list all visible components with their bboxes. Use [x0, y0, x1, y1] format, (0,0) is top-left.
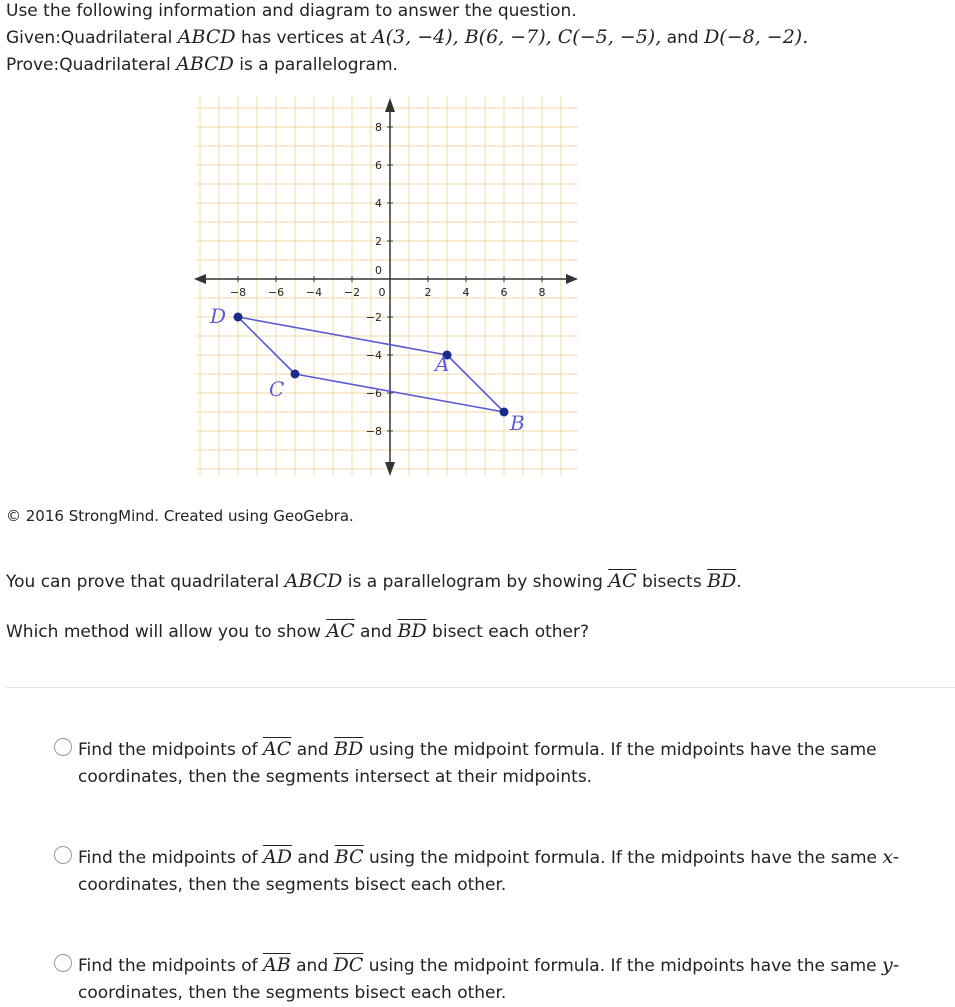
coordinate-graph — [190, 92, 580, 482]
point-label-C: C — [269, 377, 285, 401]
instruction-text: Use the following information and diagram to answer the question. — [6, 1, 577, 21]
radio-button[interactable] — [54, 846, 72, 864]
y-tick-label: 2 — [375, 235, 382, 248]
y-axis-arrow-up — [385, 98, 395, 112]
x-axis-arrow-right — [566, 274, 578, 284]
intro-text: You can prove that quadrilateral ABCD is a parallelogram by showing $\overline{AC}$ bisects $\overline{BD}$. — [6, 570, 742, 592]
y-tick-label: −8 — [365, 425, 382, 438]
copyright-notice: © 2016 StrongMind. Created using GeoGebra. — [6, 507, 354, 525]
x-tick-label: −2 — [343, 286, 361, 299]
option-text: Find the midpoints of $\overline{AB}$ and $\overline{DC}$ using the midpoint formula. If the midpoints have the same y- coordinates, then the segments bisect each other. — [78, 954, 900, 1003]
y-tick-label: 6 — [375, 159, 382, 172]
divider — [6, 687, 955, 688]
x-tick-label: 8 — [538, 286, 546, 299]
answer-option-3[interactable] — [54, 952, 934, 1007]
prove-statement: Prove:Quadrilateral ABCD is a parallelogram. — [6, 53, 398, 75]
x-tick-label: −6 — [267, 286, 285, 299]
y-tick-label: 4 — [375, 197, 382, 210]
x-tick-label: 6 — [500, 286, 508, 299]
y-tick-label: 8 — [375, 121, 382, 134]
given-statement: Given:Quadrilateral ABCD has vertices at A(3, −4), B(6, −7), C(−5, −5), and D(−8, −2). — [6, 26, 809, 48]
question-text: Which method will allow you to show $\overline{AC}$ and $\overline{BD}$ bisect each other? — [6, 620, 590, 642]
option-text: Find the midpoints of $\overline{AC}$ and $\overline{BD}$ using the midpoint formula. If the midpoints have the same coordinates, then the segments intersect at their midpoints. — [78, 738, 877, 787]
answer-option-1[interactable] — [54, 736, 934, 791]
point-label-B: B — [510, 411, 525, 435]
point-B — [500, 408, 509, 417]
radio-button[interactable] — [54, 738, 72, 756]
x-tick-label: 4 — [462, 286, 470, 299]
y-tick-label: −4 — [365, 349, 382, 362]
x-tick-label: −8 — [229, 286, 247, 299]
y-tick-label: −2 — [365, 311, 382, 324]
radio-button[interactable] — [54, 954, 72, 972]
answer-option-2[interactable] — [54, 844, 934, 899]
point-label-A: A — [435, 352, 450, 376]
point-C — [291, 370, 300, 379]
x-tick-label: 2 — [424, 286, 432, 299]
y-tick-label: −6 — [365, 387, 382, 400]
y-tick-label: 0 — [375, 264, 382, 277]
x-tick-label: 0 — [378, 286, 386, 299]
x-tick-label: −4 — [305, 286, 323, 299]
option-text: Find the midpoints of $\overline{AD}$ and $\overline{BC}$ using the midpoint formula. If the midpoints have the same x- coordinates, then the segments bisect each other. — [78, 846, 900, 895]
point-D — [234, 313, 243, 322]
point-label-D: D — [210, 304, 227, 328]
